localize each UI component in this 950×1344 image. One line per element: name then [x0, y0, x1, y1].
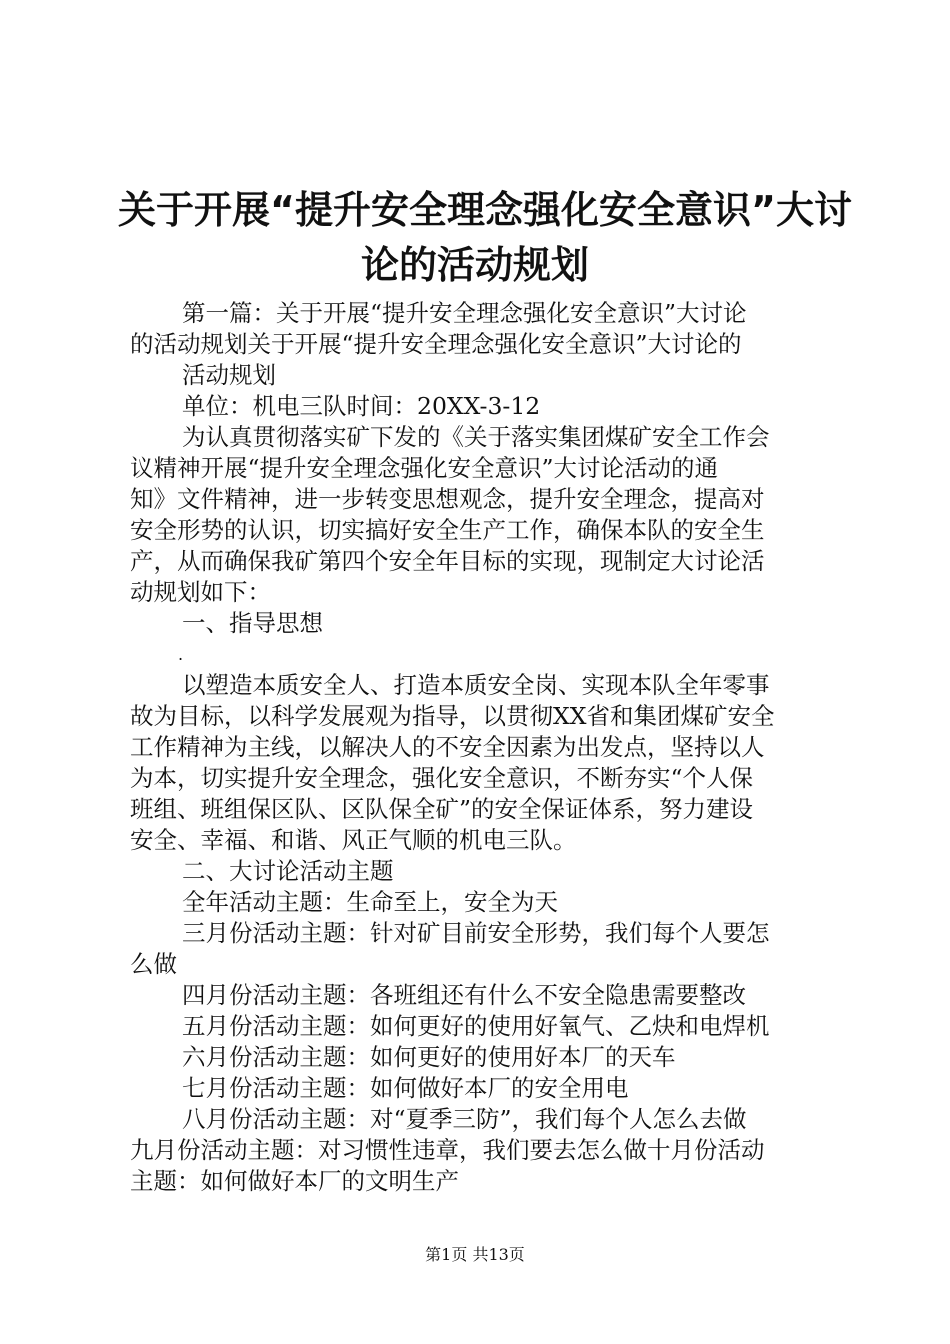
body-line: 九月份活动主题：对习惯性违章，我们要去怎么做十月份活动: [130, 1136, 765, 1164]
body-line: 五月份活动主题：如何更好的使用好氧气、乙炔和电焊机: [182, 1012, 770, 1040]
document-title-line-1: 关于开展“提升安全理念强化安全意识”大讨: [118, 188, 852, 232]
body-line: 知》文件精神，进一步转变思想观念，提升安全理念，提高对: [130, 485, 765, 513]
body-line: 议精神开展“提升安全理念强化安全意识”大讨论活动的通: [130, 454, 719, 482]
body-line: 以塑造本质安全人、打造本质安全岗、实现本队全年零事: [182, 671, 770, 699]
body-line: 七月份活动主题：如何做好本厂的安全用电: [182, 1074, 629, 1102]
body-line: 八月份活动主题：对“夏季三防”，我们每个人怎么去做: [182, 1105, 747, 1133]
body-line: 班组、班组保区队、区队保全矿”的安全保证体系，努力建设: [130, 795, 754, 823]
body-line: 安全、幸福、和谐、风正气顺的机电三队。: [130, 826, 577, 854]
body-line: 六月份活动主题：如何更好的使用好本厂的天车: [182, 1043, 676, 1071]
body-line: 么做: [130, 950, 177, 978]
body-line: 工作精神为主线，以解决人的不安全因素为出发点，坚持以人: [130, 733, 765, 761]
body-line: 安全形势的认识，切实搞好安全生产工作，确保本队的安全生: [130, 516, 765, 544]
body-line: 三月份活动主题：针对矿目前安全形势，我们每个人要怎: [182, 919, 770, 947]
body-line: 产，从而确保我矿第四个安全年目标的实现，现制定大讨论活: [130, 547, 765, 575]
body-line: 全年活动主题：生命至上，安全为天: [182, 888, 558, 916]
body-line: 四月份活动主题：各班组还有什么不安全隐患需要整改: [182, 981, 746, 1009]
body-line: 单位：机电三队时间：20XX-3-12: [182, 392, 541, 420]
body-line: 活动规划: [182, 361, 276, 389]
body-line: .: [178, 645, 184, 664]
body-line: 的活动规划关于开展“提升安全理念强化安全意识”大讨论的: [130, 330, 742, 358]
body-line: 一、指导思想: [182, 609, 323, 637]
body-line: 主题：如何做好本厂的文明生产: [130, 1167, 459, 1195]
document-title-line-2: 论的活动规划: [360, 243, 589, 287]
body-line: 第一篇：关于开展“提升安全理念强化安全意识”大讨论: [182, 299, 747, 327]
body-line: 为认真贯彻落实矿下发的《关于落实集团煤矿安全工作会: [182, 423, 770, 451]
page-footer: 第1页 共13页: [425, 1245, 525, 1264]
body-line: 为本，切实提升安全理念，强化安全意识，不断夯实“个人保: [130, 764, 754, 792]
body-line: 故为目标，以科学发展观为指导，以贯彻XX省和集团煤矿安全: [130, 702, 775, 730]
body-line: 二、大讨论活动主题: [182, 857, 394, 885]
body-line: 动规划如下：: [130, 578, 271, 606]
document-body: [130, 298, 830, 1197]
